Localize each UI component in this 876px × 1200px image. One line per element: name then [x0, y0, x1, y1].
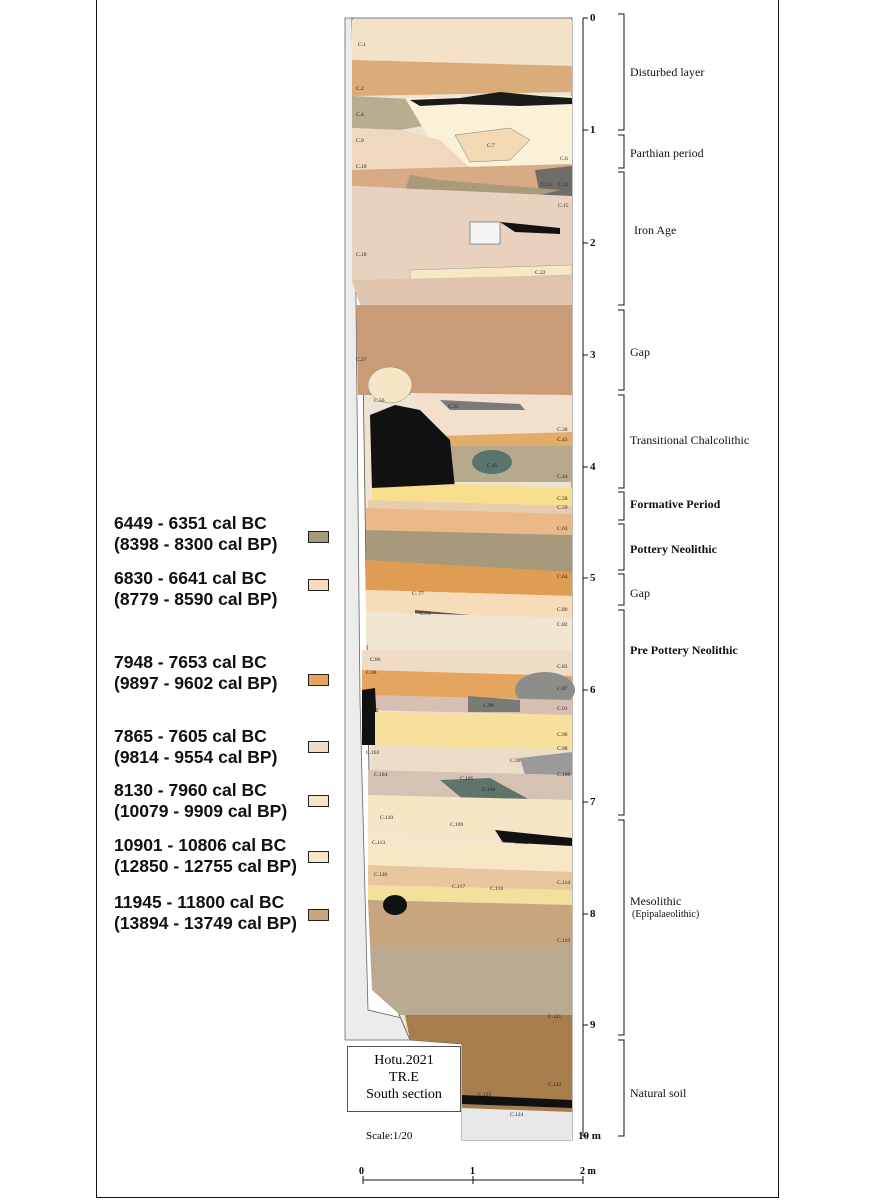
legend-swatch — [308, 741, 329, 753]
stone-c120 — [383, 895, 407, 915]
scalebar-label-0: 0 — [359, 1166, 364, 1177]
legend-entry — [114, 780, 287, 822]
depth-tick-label: 0 — [590, 12, 596, 24]
context-label: C.119 — [557, 938, 571, 944]
context-label: C.15 — [558, 203, 569, 209]
context-label: C.112 — [515, 840, 529, 846]
context-label: C.103 — [366, 750, 380, 756]
period-label — [630, 345, 650, 360]
context-label: C.10 — [356, 164, 367, 170]
context-label: C.18 — [356, 252, 367, 258]
context-label: C.105 — [460, 776, 474, 782]
layer-c96 — [375, 712, 572, 750]
context-label: C.22 — [535, 270, 546, 276]
context-label: C.117 — [452, 884, 466, 890]
depth-tick-label: 3 — [590, 349, 596, 361]
period-name: Parthian period — [630, 146, 704, 160]
legend-entry — [114, 726, 277, 768]
context-label: C.80 — [557, 607, 568, 613]
context-label: C.63 — [557, 526, 568, 532]
context-label: C.122 — [548, 1082, 562, 1088]
legend-cal-bp: (9897 - 9602 cal BP) — [114, 673, 278, 693]
context-label: C.116 — [490, 886, 504, 892]
context-label: C.27 — [356, 357, 367, 363]
period-label — [630, 894, 699, 920]
legend-swatch — [308, 909, 329, 921]
depth-tick-label: 7 — [590, 796, 596, 808]
context-label: C.16 — [520, 227, 531, 233]
depth-tick-label: 6 — [590, 684, 596, 696]
lens-c45 — [472, 450, 512, 474]
context-label: C.2 — [356, 86, 364, 92]
period-name: Transitional Chalcolithic — [630, 433, 750, 447]
legend-cal-bp: (8779 - 8590 cal BP) — [114, 589, 278, 609]
layer-c82 — [366, 612, 572, 650]
context-label: C.86 — [370, 657, 381, 663]
context-label: C.124 — [510, 1112, 524, 1118]
period-name: Formative Period — [630, 497, 721, 511]
scalebar-label-2: 2 m — [580, 1166, 596, 1177]
context-label: C.9 — [356, 138, 364, 144]
context-label: C.5 — [468, 98, 476, 104]
period-name: Natural soil — [630, 1086, 687, 1100]
depth-tick-label: 2 — [590, 237, 596, 249]
period-name: Mesolithic — [630, 894, 682, 908]
context-label: C.83 — [557, 664, 568, 670]
period-label — [630, 433, 749, 448]
context-label: C.98 — [557, 746, 568, 752]
context-label: C.11 — [558, 182, 569, 188]
context-label: C.13 — [541, 182, 552, 188]
period-name: Gap — [630, 586, 650, 600]
context-label: C.90 — [483, 703, 494, 709]
period-label — [630, 586, 650, 601]
context-label: C.59 — [557, 505, 568, 511]
context-label: C.121 — [548, 1014, 562, 1020]
legend-entry — [114, 892, 297, 934]
context-label: C.79 — [420, 611, 431, 617]
layer-c2 — [352, 60, 572, 96]
legend-cal-bp: (12850 - 12755 cal BP) — [114, 856, 297, 876]
context-label: C. 77 — [412, 591, 424, 597]
depth-ruler-ticks — [583, 18, 588, 1136]
context-label: C.100 — [557, 772, 571, 778]
period-label — [634, 223, 676, 238]
context-label: C.91 — [557, 706, 568, 712]
section-title-box — [347, 1046, 461, 1112]
legend-cal-bp: (10079 - 9909 cal BP) — [114, 801, 288, 821]
legend-cal-bc: 8130 - 7960 cal BC — [114, 780, 267, 800]
context-label: C.7 — [487, 143, 495, 149]
depth-tick-label: 5 — [590, 572, 596, 584]
depth-tick-label: 8 — [590, 908, 596, 920]
context-label: C.1 — [358, 42, 366, 48]
period-name: Pre Pottery Neolithic — [630, 643, 738, 657]
legend-swatch — [308, 531, 329, 543]
context-label: C.114 — [557, 880, 571, 886]
period-label — [630, 643, 738, 658]
context-label: C.4 — [356, 112, 364, 118]
stone — [470, 222, 500, 244]
context-label: C.64 — [557, 574, 568, 580]
context-label: C.56 — [374, 398, 385, 404]
trench: TR.E — [389, 1070, 419, 1085]
scalebar-label-1: 1 — [470, 1166, 475, 1177]
site-year: Hotu.2021 — [374, 1053, 434, 1068]
depth-tick-label: 10 m — [578, 1130, 601, 1142]
period-label — [630, 146, 704, 161]
context-label: C.120 — [374, 872, 388, 878]
legend-cal-bp: (9814 - 9554 cal BP) — [114, 747, 278, 767]
legend-cal-bc: 7948 - 7653 cal BC — [114, 652, 267, 672]
legend-swatch — [308, 674, 329, 686]
period-brackets — [618, 14, 624, 1136]
legend-cal-bp: (8398 - 8300 cal BP) — [114, 534, 278, 554]
section-name: South section — [366, 1087, 442, 1102]
layer-c110 — [368, 795, 572, 840]
context-label: C.99 — [510, 758, 521, 764]
legend-cal-bp: (13894 - 13749 cal BP) — [114, 913, 297, 933]
context-label: C.44 — [557, 474, 568, 480]
context-label: C.88 — [366, 670, 377, 676]
period-name: Pottery Neolithic — [630, 542, 717, 556]
period-label — [630, 497, 720, 512]
context-label: C.43 — [557, 437, 568, 443]
context-label: C.109 — [450, 822, 464, 828]
legend-cal-bc: 10901 - 10806 cal BC — [114, 835, 287, 855]
legend-cal-bc: 6830 - 6641 cal BC — [114, 568, 267, 588]
period-label — [630, 542, 717, 557]
depth-tick-label: 4 — [590, 461, 596, 473]
legend-cal-bc: 11945 - 11800 cal BC — [114, 892, 285, 912]
legend-swatch — [308, 851, 329, 863]
context-label: C.45 — [487, 463, 498, 469]
legend-cal-bc: 7865 - 7605 cal BC — [114, 726, 267, 746]
layer-c18 — [352, 275, 572, 305]
context-label: C.123 — [478, 1092, 492, 1098]
context-label: C.106 — [482, 787, 496, 793]
legend-entry — [114, 835, 297, 877]
period-name: Iron Age — [634, 223, 677, 237]
context-label: C.113 — [372, 840, 386, 846]
context-label: C.87 — [557, 686, 568, 692]
scale-ratio: Scale:1/20 — [366, 1130, 413, 1142]
depth-tick-label: 1 — [590, 124, 596, 136]
context-label: C.30 — [557, 427, 568, 433]
period-name: Gap — [630, 345, 650, 359]
context-label: C.110 — [380, 815, 394, 821]
context-label: C.96 — [557, 732, 568, 738]
period-sublabel: (Epipalaeolithic) — [632, 909, 700, 920]
context-label: C.58 — [557, 496, 568, 502]
context-label: C.82 — [557, 622, 568, 628]
layer-c1 — [352, 20, 572, 66]
layer-mesolithic — [370, 945, 572, 1015]
context-label: C.31 — [448, 404, 459, 410]
legend-swatch — [308, 795, 329, 807]
legend-entry — [114, 652, 277, 694]
legend-entry — [114, 513, 277, 555]
context-label: C.104 — [374, 772, 388, 778]
period-label — [630, 65, 704, 80]
period-name: Disturbed layer — [630, 65, 705, 79]
legend-cal-bc: 6449 - 6351 cal BC — [114, 513, 267, 533]
period-label — [630, 1086, 686, 1101]
depth-tick-label: 9 — [590, 1019, 596, 1031]
legend-swatch — [308, 579, 329, 591]
context-label: C.6 — [560, 156, 568, 162]
context-label: C.92 — [368, 708, 379, 714]
scalebar — [363, 1176, 583, 1184]
legend-entry — [114, 568, 277, 610]
